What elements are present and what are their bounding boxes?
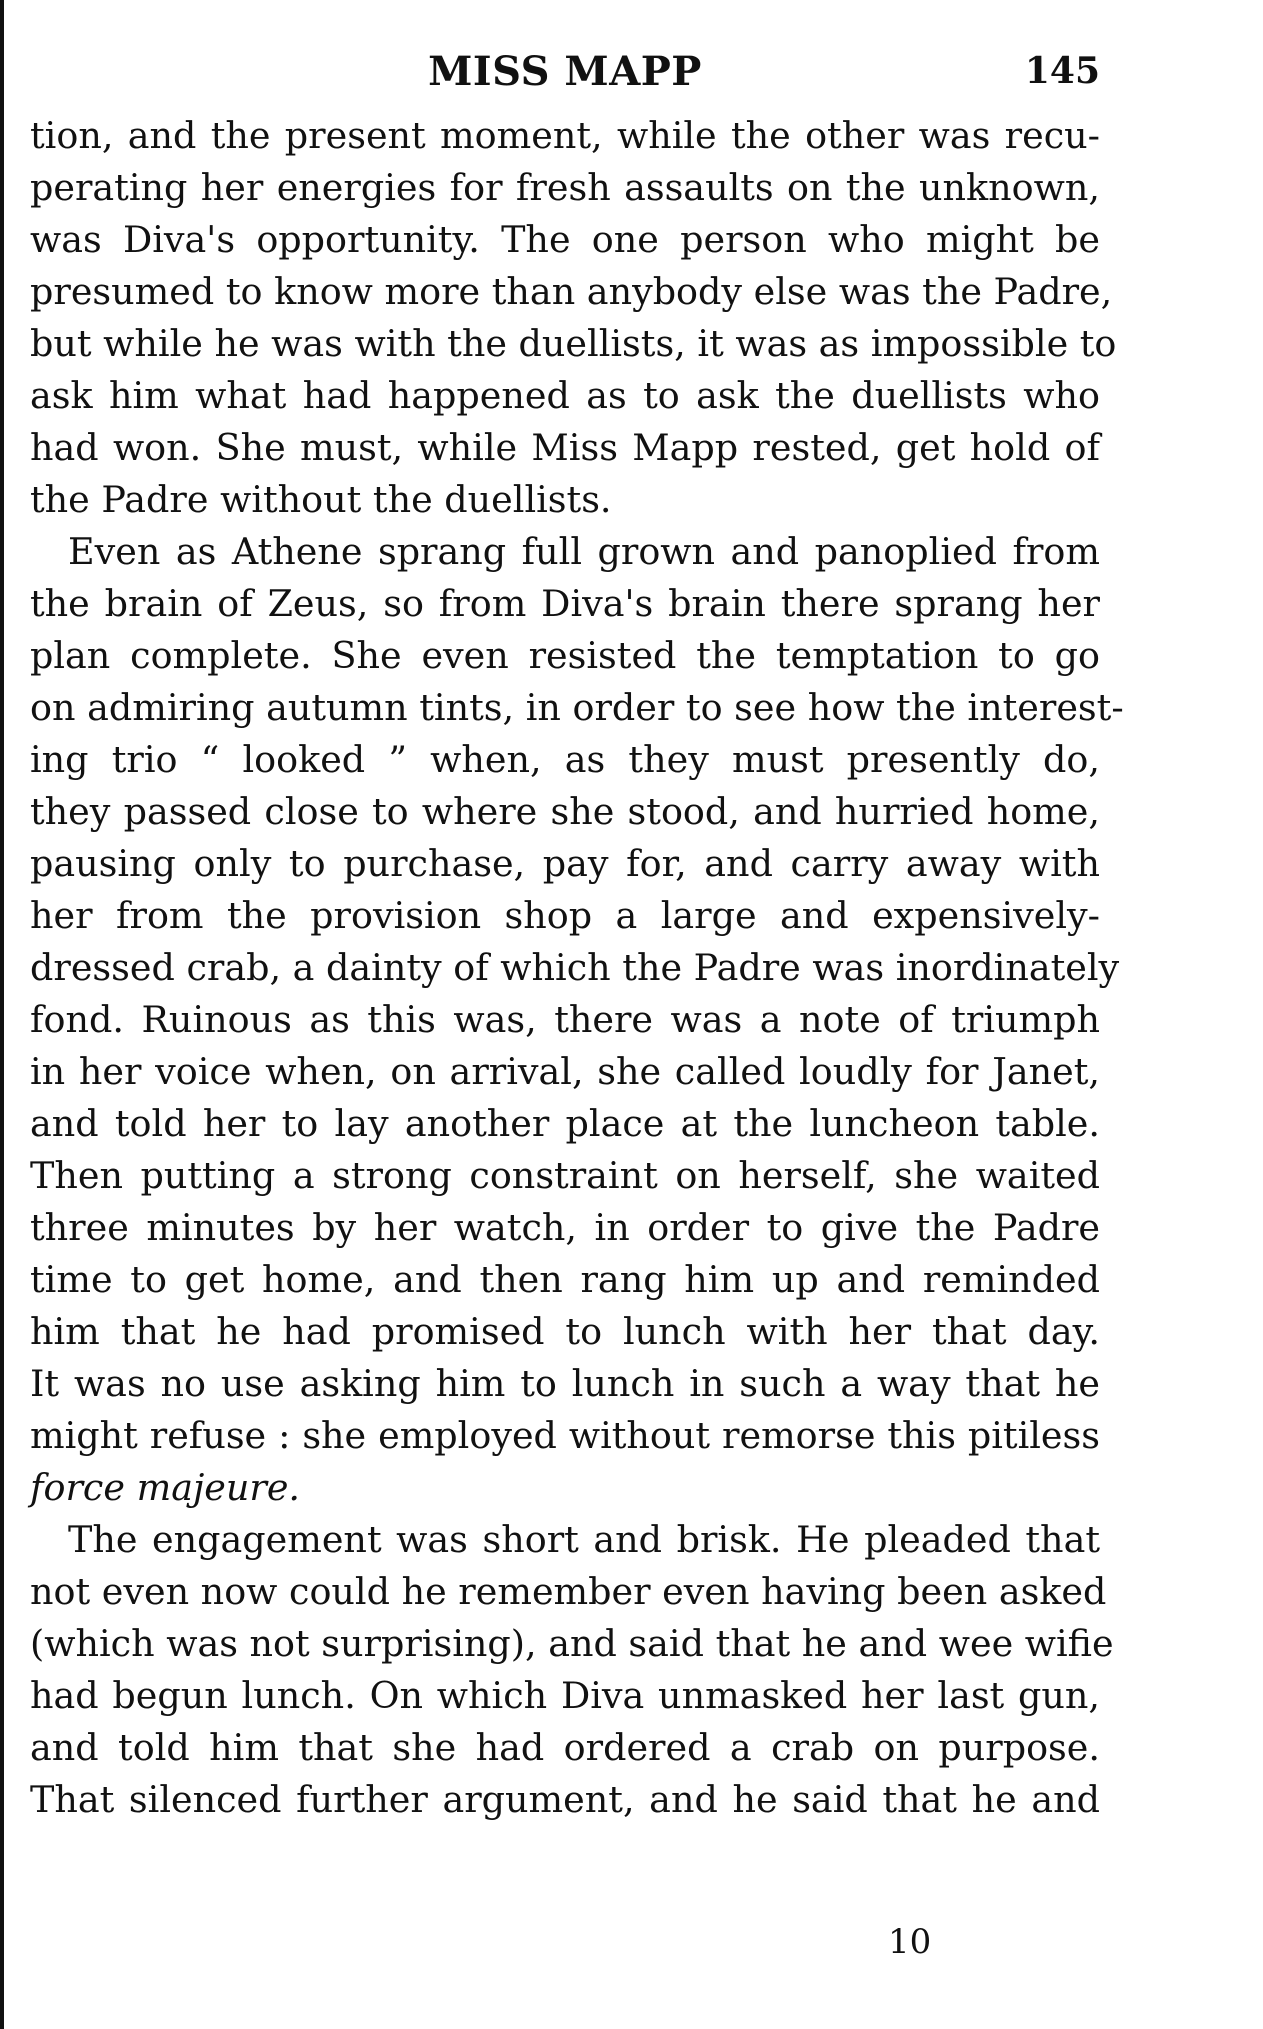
text-line: on admiring autumn tints, in order to see how the interest- xyxy=(30,686,1124,729)
text-line: (which was not surprising), and said that he and wee wifie xyxy=(30,1622,1114,1665)
text-line: perating her energies for fresh assaults on the unknown, xyxy=(30,166,1100,209)
text-line: The engagement was short and brisk. He pleaded that xyxy=(68,1518,1100,1561)
paragraph xyxy=(30,110,1117,526)
running-head xyxy=(30,48,1100,108)
text-line: force majeure. xyxy=(30,1466,301,1509)
page-edge-rule xyxy=(0,0,4,2029)
text-line: That silenced further argument, and he said that he and xyxy=(30,1778,1100,1821)
text-line: plan complete. She even resisted the temptation to go xyxy=(30,634,1100,677)
paragraph xyxy=(30,1514,1114,1826)
text-line: Then putting a strong constraint on herself, she waited xyxy=(30,1154,1100,1197)
text-line: It was no use asking him to lunch in such a way that he xyxy=(30,1362,1100,1405)
text-line: her from the provision shop a large and expensively- xyxy=(30,894,1100,937)
signature-mark: 10 xyxy=(888,1922,932,1962)
text-line: but while he was with the duellists, it was as impossible to xyxy=(30,322,1117,365)
text-line: fond. Ruinous as this was, there was a note of triumph xyxy=(30,998,1100,1041)
text-line: pausing only to purchase, pay for, and carry away with xyxy=(30,842,1100,885)
running-title: MISS MAPP xyxy=(428,48,702,95)
text-line: time to get home, and then rang him up and reminded xyxy=(30,1258,1100,1301)
text-line: tion, and the present moment, while the other was recu- xyxy=(30,114,1100,157)
text-line: had begun lunch. On which Diva unmasked her last gun, xyxy=(30,1674,1100,1717)
paragraph xyxy=(30,526,1124,1514)
text-line: dressed crab, a dainty of which the Padre was inordinately xyxy=(30,946,1120,989)
text-line: not even now could he remember even having been asked xyxy=(30,1570,1107,1613)
text-line: three minutes by her watch, in order to give the Padre xyxy=(30,1206,1100,1249)
text-line: had won. She must, while Miss Mapp rested, get hold of xyxy=(30,426,1100,469)
text-line: might refuse : she employed without remorse this pitiless xyxy=(30,1414,1100,1457)
text-line: Even as Athene sprang full grown and panoplied from xyxy=(68,530,1100,573)
text-line: ing trio “ looked ” when, as they must presently do, xyxy=(30,738,1100,781)
page-number: 145 xyxy=(1024,50,1100,92)
text-line: in her voice when, on arrival, she called loudly for Janet, xyxy=(30,1050,1100,1093)
text-line: ask him what had happened as to ask the duellists who xyxy=(30,374,1100,417)
text-line: was Diva's opportunity. The one person who might be xyxy=(30,218,1100,261)
body-text xyxy=(30,110,1124,1826)
text-line: they passed close to where she stood, and hurried home, xyxy=(30,790,1100,833)
text-line: presumed to know more than anybody else was the Padre, xyxy=(30,270,1113,313)
text-line: and told her to lay another place at the luncheon table. xyxy=(30,1102,1100,1145)
text-line: the brain of Zeus, so from Diva's brain there sprang her xyxy=(30,582,1100,625)
book-page xyxy=(30,48,1124,1826)
text-line: him that he had promised to lunch with her that day. xyxy=(30,1310,1100,1353)
text-line: and told him that she had ordered a crab on purpose. xyxy=(30,1726,1100,1769)
text-line: the Padre without the duellists. xyxy=(30,478,612,521)
